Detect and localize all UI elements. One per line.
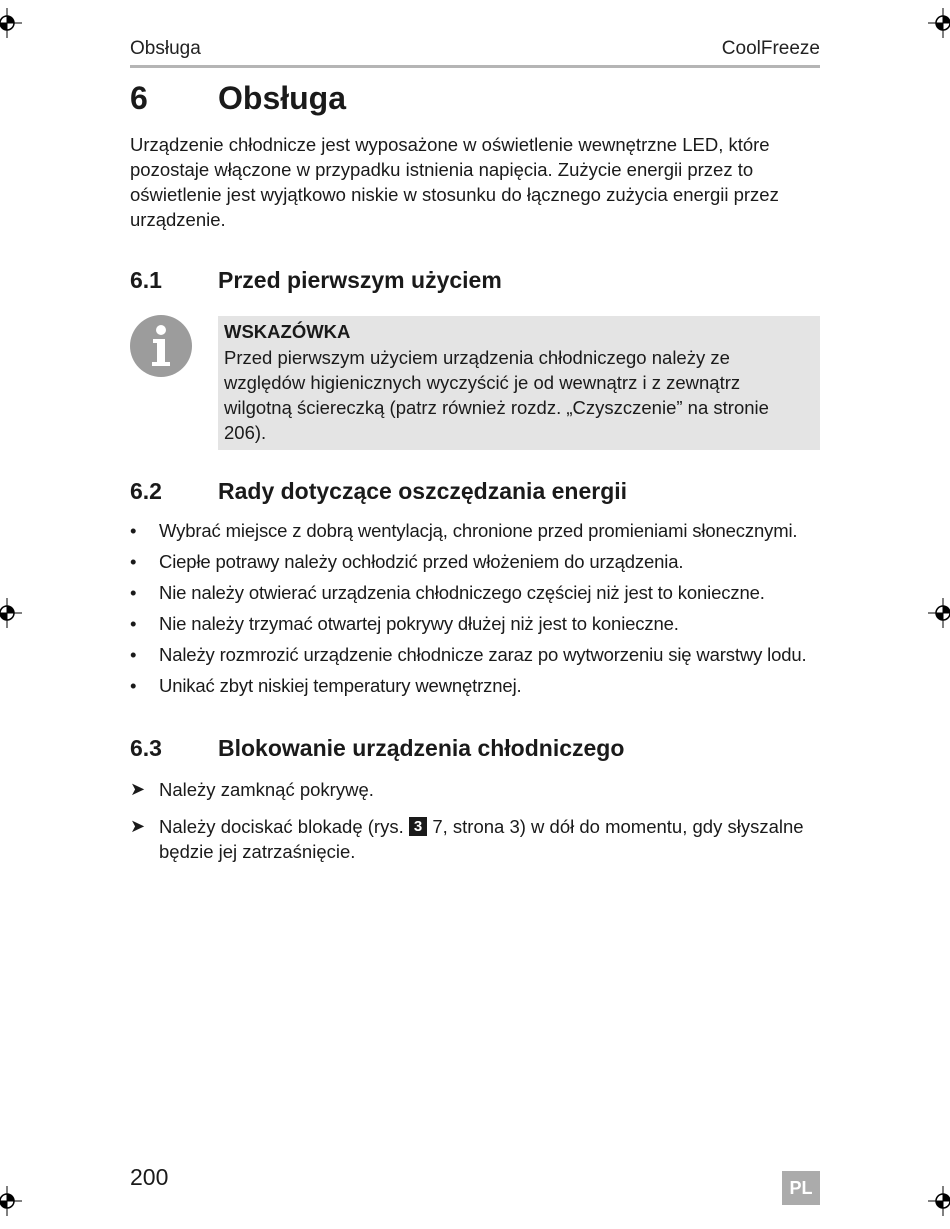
- list-item: [130, 642, 830, 673]
- note-title: WSKAZÓWKA: [224, 321, 351, 342]
- bullet-icon: •: [130, 582, 137, 603]
- list-item: [130, 611, 830, 642]
- section-number: 6.2: [130, 478, 162, 504]
- list-item: [130, 549, 830, 580]
- list-item-text: Ciepłe potrawy należy ochłodzić przed włożeniem do urządzenia.: [159, 551, 684, 572]
- arrow-right-icon: ➤: [130, 816, 146, 836]
- section-number: 6.3: [130, 735, 162, 761]
- section-heading-6-1: [130, 267, 820, 297]
- bullet-icon: •: [130, 551, 137, 572]
- list-item-text: Nie należy otwierać urządzenia chłodniczego częściej niż jest to konieczne.: [159, 582, 765, 603]
- bullet-icon: •: [130, 520, 137, 541]
- instruction-step: [130, 777, 830, 814]
- step-text: Należy dociskać blokadę (rys.: [159, 816, 409, 837]
- running-header-product: CoolFreeze: [721, 38, 820, 59]
- language-badge: PL: [782, 1171, 820, 1205]
- arrow-right-icon: ➤: [130, 779, 146, 799]
- crop-mark-icon: [928, 1186, 950, 1216]
- bullet-icon: •: [130, 644, 137, 665]
- list-item: [130, 580, 830, 611]
- list-item-text: Nie należy trzymać otwartej pokrywy dłużej niż jest to konieczne.: [159, 613, 679, 634]
- list-item-text: Należy rozmrozić urządzenie chłodnicze zaraz po wytworzeniu się warstwy lodu.: [159, 644, 807, 665]
- section-heading-6-3: [130, 735, 820, 765]
- page-number: 200: [130, 1164, 169, 1190]
- section-heading-6-2: [130, 478, 820, 508]
- section-number: 6.1: [130, 267, 162, 293]
- crop-mark-icon: [928, 598, 950, 628]
- crop-mark-icon: [0, 1186, 22, 1216]
- crop-mark-icon: [928, 8, 950, 38]
- list-item-text: Unikać zbyt niskiej temperatury wewnętrznej.: [159, 675, 522, 696]
- section-title: Przed pierwszym użyciem: [218, 267, 502, 293]
- info-icon: [130, 315, 192, 377]
- running-header-section: Obsługa: [130, 38, 201, 59]
- chapter-title: Obsługa: [218, 80, 347, 116]
- step-text: 7, strona 3) w dół do momentu, gdy słyszalne będzie jej zatrzaśnięcie.: [159, 816, 804, 862]
- bullet-icon: •: [130, 613, 137, 634]
- list-item: [130, 673, 830, 704]
- note-text: Przed pierwszym użyciem urządzenia chłodniczego należy ze względów higienicznych wyczyścić je od wewnątrz i z zewnątrz wilgotną ściereczką (patrz również rozdz. „Czyszczenie” na stronie 206).: [224, 347, 769, 443]
- instruction-steps: [130, 777, 830, 864]
- bullet-icon: •: [130, 675, 137, 696]
- crop-mark-icon: [0, 8, 22, 38]
- intro-paragraph: Urządzenie chłodnicze jest wyposażone w oświetlenie wewnętrzne LED, które pozostaje włączone w przypadku istnienia napięcia. Zużycie energii przez to oświetlenie jest wyjątkowo niskie w stosunku do łącznego zużycia energii przez urządzenie.: [130, 134, 779, 230]
- crop-mark-icon: [0, 598, 22, 628]
- step-text: Należy zamknąć pokrywę.: [159, 779, 374, 800]
- figure-reference-badge: 3: [409, 817, 427, 836]
- header-divider: [130, 65, 820, 68]
- section-title: Rady dotyczące oszczędzania energii: [218, 478, 628, 504]
- list-item: [130, 518, 830, 549]
- list-item-text: Wybrać miejsce z dobrą wentylacją, chronione przed promieniami słonecznymi.: [159, 520, 798, 541]
- energy-tips-list: [130, 518, 830, 704]
- chapter-number: 6: [130, 80, 148, 116]
- instruction-step: [130, 814, 830, 864]
- section-title: Blokowanie urządzenia chłodniczego: [218, 735, 625, 761]
- note-box: [218, 316, 820, 450]
